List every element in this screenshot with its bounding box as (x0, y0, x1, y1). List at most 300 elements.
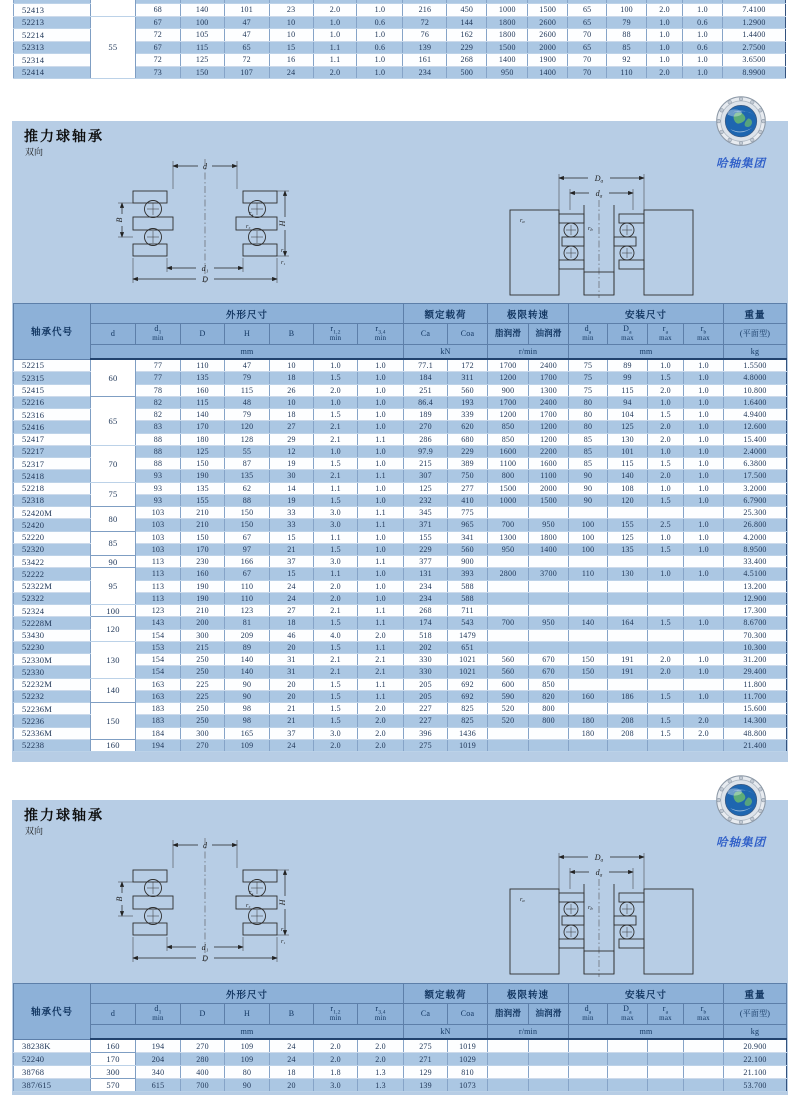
value-cell: 2000 (529, 482, 569, 494)
value-cell: 10 (269, 16, 313, 29)
value-cell: 125 (608, 421, 648, 433)
value-cell: 82 (136, 409, 181, 421)
value-cell: 1600 (488, 445, 529, 457)
bearing-code-cell: 52415 (14, 384, 91, 396)
value-cell: 1.8 (314, 1066, 358, 1079)
value-cell: 101 (224, 4, 269, 17)
dim-label-ra: ra (520, 897, 525, 904)
value-cell: 85 (569, 445, 608, 457)
company-name: 哈轴集团 (716, 158, 766, 170)
value-cell: 210 (181, 605, 225, 617)
value-cell (684, 556, 724, 568)
value-cell: 341 (448, 531, 488, 543)
value-cell: 1.5 (648, 690, 684, 702)
value-cell: 800 (529, 703, 569, 715)
value-cell: 21.400 (724, 739, 787, 751)
value-cell: 775 (448, 507, 488, 519)
bore-diameter-cell: 300 (91, 1066, 136, 1079)
value-cell: 1.0 (684, 470, 724, 482)
value-cell: 1.0 (358, 384, 404, 396)
value-cell: 180 (569, 715, 608, 727)
bore-diameter-cell: 65 (91, 396, 136, 445)
value-cell: 139 (404, 1079, 448, 1092)
value-cell: 1.0 (684, 482, 724, 494)
value-cell: 31.200 (724, 654, 787, 666)
value-cell: 20 (270, 690, 314, 702)
value-cell: 2.0 (648, 654, 684, 666)
bore-diameter-cell: 140 (91, 678, 136, 703)
value-cell: 170 (181, 421, 225, 433)
bearing-code-cell: 53430 (14, 629, 91, 641)
value-cell: 80 (569, 409, 608, 421)
value-cell: 79 (607, 16, 647, 29)
bearing-code-cell: 52414 (14, 66, 91, 79)
value-cell: 1.0 (358, 445, 404, 457)
section-thrust-ball-bearings-1 (12, 121, 788, 762)
value-cell: 1.5 (314, 678, 358, 690)
dim-label-r2: r₂ (281, 927, 286, 933)
bearing-code-cell: 52232M (14, 678, 91, 690)
value-cell: 270 (181, 1039, 225, 1053)
value-cell (684, 641, 724, 653)
value-cell: 1.1 (358, 507, 404, 519)
bore-diameter-cell: 160 (91, 739, 136, 751)
value-cell: 130 (608, 568, 648, 580)
value-cell: 270 (404, 421, 448, 433)
value-cell: 186 (608, 690, 648, 702)
value-cell: 155 (181, 494, 225, 506)
value-cell: 1600 (529, 458, 569, 470)
value-cell: 1.0 (358, 409, 404, 421)
value-cell: 210 (181, 519, 225, 531)
value-cell: 4.2000 (724, 531, 787, 543)
bearing-code-cell: 52236 (14, 715, 91, 727)
value-cell: 72 (403, 16, 447, 29)
value-cell: 135 (181, 482, 225, 494)
value-cell: 1.5 (648, 715, 684, 727)
value-cell: 1.0 (358, 396, 404, 408)
col-header-bearing-code: 轴承代号 (14, 984, 91, 1040)
value-cell (488, 556, 529, 568)
dim-label-r4: r₄ (249, 211, 254, 217)
value-cell: 1.0 (647, 41, 683, 54)
value-cell: 123 (225, 605, 270, 617)
table-row (14, 507, 787, 519)
value-cell: 14 (270, 482, 314, 494)
value-cell: 46 (270, 629, 314, 641)
bearing-code-cell: 52322 (14, 592, 91, 604)
value-cell: 1.0 (684, 543, 724, 555)
value-cell: 110 (569, 568, 608, 580)
bore-diameter-cell (90, 0, 135, 16)
value-cell: 25.300 (724, 507, 787, 519)
value-cell: 520 (488, 715, 529, 727)
section-title: 推力球轴承 (24, 128, 104, 144)
value-cell: 1.3 (358, 1079, 404, 1092)
value-cell: 268 (447, 54, 487, 67)
value-cell: 19 (270, 494, 314, 506)
value-cell: 110 (607, 66, 647, 79)
bearing-table-fragment (13, 0, 786, 79)
dim-label-Da: Da (594, 174, 604, 185)
value-cell (488, 629, 529, 641)
value-cell: 1.5 (648, 494, 684, 506)
value-cell: 1.0 (684, 519, 724, 531)
value-cell: 1200 (488, 372, 529, 384)
value-cell: 20.900 (724, 1039, 787, 1053)
value-cell: 180 (181, 433, 225, 445)
col-header: D (181, 1004, 225, 1025)
value-cell: 20 (270, 1079, 314, 1092)
value-cell (569, 507, 608, 519)
value-cell: 2.1 (314, 470, 358, 482)
value-cell: 900 (448, 556, 488, 568)
value-cell: 800 (488, 470, 529, 482)
col-header: $r_a$ max (648, 1004, 684, 1025)
value-cell: 97.9 (404, 445, 448, 457)
dim-label-r1: r₁ (281, 939, 286, 945)
bearing-code-cell: 52315 (14, 372, 91, 384)
value-cell: 72 (135, 29, 180, 42)
value-cell: 26.800 (724, 519, 787, 531)
value-cell: 286 (404, 433, 448, 445)
value-cell: 48.800 (724, 727, 787, 739)
value-cell: 2.0 (684, 715, 724, 727)
value-cell: 3.2000 (724, 482, 787, 494)
value-cell: 2.1 (358, 654, 404, 666)
value-cell: 75 (569, 384, 608, 396)
value-cell: 20 (270, 678, 314, 690)
value-cell: 79 (225, 409, 270, 421)
value-cell: 2.0 (313, 4, 357, 17)
col-header-bearing-code: 轴承代号 (14, 304, 91, 360)
table-row (14, 16, 786, 29)
value-cell: 67 (225, 531, 270, 543)
bearing-code-cell: 52313 (14, 41, 91, 54)
value-cell: 164 (608, 617, 648, 629)
value-cell: 115 (181, 396, 225, 408)
value-cell: 227 (404, 703, 448, 715)
value-cell: 1100 (488, 458, 529, 470)
value-cell: 24 (270, 1053, 314, 1066)
value-cell (648, 507, 684, 519)
value-cell: 109 (225, 1039, 270, 1053)
value-cell: 15 (269, 41, 313, 54)
header-group: 外形尺寸 (91, 304, 404, 324)
value-cell: 90 (225, 1079, 270, 1092)
value-cell: 31 (270, 666, 314, 678)
value-cell: 2.0 (684, 727, 724, 739)
value-cell: 1.5 (314, 715, 358, 727)
value-cell: 1.0 (683, 4, 723, 17)
value-cell (569, 556, 608, 568)
col-header: d (91, 1004, 136, 1025)
value-cell: 2.0 (358, 703, 404, 715)
header-group: 额定载荷 (404, 304, 488, 324)
value-cell: 125 (404, 482, 448, 494)
value-cell: 103 (136, 531, 181, 543)
value-cell: 89 (225, 641, 270, 653)
value-cell: 190 (181, 470, 225, 482)
value-cell: 2.1 (314, 654, 358, 666)
value-cell: 110 (181, 359, 225, 372)
value-cell: 1.1 (313, 41, 357, 54)
value-cell (569, 592, 608, 604)
value-cell: 590 (488, 690, 529, 702)
value-cell: 2.0 (314, 384, 358, 396)
col-header: $d_a$ min (569, 1004, 608, 1025)
section-thrust-ball-bearings-2 (12, 800, 788, 1095)
value-cell: 700 (181, 1079, 225, 1092)
value-cell: 22.100 (724, 1053, 787, 1066)
table-row (14, 568, 787, 580)
table-row (14, 556, 787, 568)
table-row (14, 641, 787, 653)
value-cell: 1.0 (684, 433, 724, 445)
value-cell: 1.0 (684, 409, 724, 421)
value-cell: 234 (403, 66, 447, 79)
bearing-code-cell: 52417 (14, 433, 91, 445)
value-cell: 3700 (529, 568, 569, 580)
value-cell (684, 739, 724, 751)
col-header: Coa (448, 324, 488, 345)
value-cell: 150 (569, 666, 608, 678)
value-cell: 1.1 (313, 54, 357, 67)
value-cell: 1700 (529, 409, 569, 421)
col-header: d (91, 324, 136, 345)
value-cell: 1.0 (358, 568, 404, 580)
value-cell: 1.5 (314, 690, 358, 702)
value-cell: 500 (447, 66, 487, 79)
bearing-code-cell: 52320 (14, 543, 91, 555)
bearing-mounting-drawing (504, 839, 699, 979)
value-cell: 1.1 (358, 605, 404, 617)
value-cell (684, 1066, 724, 1079)
value-cell: 85 (569, 458, 608, 470)
unit-cell: r/min (488, 345, 569, 360)
value-cell: 1.0 (684, 396, 724, 408)
value-cell (648, 629, 684, 641)
value-cell: 93 (136, 470, 181, 482)
value-cell: 108 (608, 482, 648, 494)
value-cell (648, 1039, 684, 1053)
table-row (14, 359, 787, 372)
bearing-code-cell: 52217 (14, 445, 91, 457)
value-cell: 105 (180, 29, 224, 42)
dim-label-d: d (203, 162, 207, 171)
value-cell: 18 (270, 372, 314, 384)
value-cell: 2800 (488, 568, 529, 580)
value-cell (569, 1039, 608, 1053)
value-cell: 140 (180, 4, 224, 17)
value-cell: 3.0 (314, 507, 358, 519)
col-header: 脂润滑 (488, 324, 529, 345)
value-cell: 3.0 (314, 519, 358, 531)
value-cell: 229 (404, 543, 448, 555)
value-cell: 73 (135, 66, 180, 79)
value-cell: 340 (136, 1066, 181, 1079)
value-cell: 154 (136, 654, 181, 666)
value-cell: 1.1 (358, 641, 404, 653)
value-cell (488, 727, 529, 739)
value-cell (648, 605, 684, 617)
value-cell: 27 (270, 605, 314, 617)
value-cell (569, 1053, 608, 1066)
value-cell: 1.0 (358, 580, 404, 592)
value-cell: 202 (404, 641, 448, 653)
value-cell (608, 1066, 648, 1079)
value-cell: 615 (136, 1079, 181, 1092)
value-cell: 139 (403, 41, 447, 54)
value-cell: 90 (225, 678, 270, 690)
value-cell: 950 (529, 519, 569, 531)
dim-label-d1: d₁ (201, 264, 209, 273)
value-cell: 1.4400 (722, 29, 785, 42)
bore-diameter-cell: 150 (91, 703, 136, 740)
value-cell: 1.0 (684, 568, 724, 580)
bearing-cross-section-drawing (112, 157, 297, 285)
value-cell: 1.5 (648, 458, 684, 470)
value-cell (488, 1079, 529, 1092)
dim-label-D: D (202, 275, 208, 284)
value-cell: 1.1 (358, 470, 404, 482)
value-cell: 1.5500 (724, 359, 787, 372)
value-cell: 140 (225, 666, 270, 678)
bore-diameter-cell: 100 (91, 605, 136, 617)
value-cell: 1.0 (647, 54, 683, 67)
value-cell: 24 (270, 1039, 314, 1053)
value-cell: 101 (608, 445, 648, 457)
value-cell: 115 (225, 384, 270, 396)
value-cell: 1500 (528, 4, 568, 17)
table-row (14, 1039, 787, 1053)
value-cell: 1.0 (313, 29, 357, 42)
value-cell (648, 556, 684, 568)
value-cell: 120 (608, 494, 648, 506)
header-unit-row (14, 345, 787, 360)
value-cell (648, 641, 684, 653)
value-cell (684, 1079, 724, 1092)
unit-cell: kN (404, 345, 488, 360)
value-cell: 10 (270, 396, 314, 408)
value-cell: 1.5 (314, 494, 358, 506)
value-cell: 1.0 (648, 396, 684, 408)
value-cell: 1.0 (313, 16, 357, 29)
value-cell (608, 1053, 648, 1066)
value-cell (488, 1053, 529, 1066)
value-cell: 80 (569, 396, 608, 408)
value-cell: 78 (136, 384, 181, 396)
value-cell: 750 (448, 470, 488, 482)
value-cell: 950 (487, 66, 528, 79)
col-header: 油润滑 (529, 324, 569, 345)
value-cell: 1.0 (358, 482, 404, 494)
value-cell: 271 (404, 1053, 448, 1066)
dim-label-r3: r₃ (246, 903, 251, 909)
col-header: $D_a$ max (608, 324, 648, 345)
value-cell: 166 (225, 556, 270, 568)
value-cell: 150 (225, 507, 270, 519)
value-cell: 0.6 (683, 41, 723, 54)
value-cell (684, 592, 724, 604)
bore-diameter-cell: 85 (91, 531, 136, 556)
value-cell: 825 (448, 715, 488, 727)
col-header: $r_{1,2}$ min (314, 1004, 358, 1025)
value-cell: 234 (404, 592, 448, 604)
value-cell: 1.0 (358, 494, 404, 506)
value-cell: 128 (225, 433, 270, 445)
col-header: 脂润滑 (488, 1004, 529, 1025)
bore-diameter-cell: 60 (91, 359, 136, 396)
value-cell: 125 (608, 531, 648, 543)
value-cell: 850 (529, 678, 569, 690)
value-cell: 90 (569, 470, 608, 482)
value-cell: 10.800 (724, 384, 787, 396)
value-cell: 1019 (448, 1039, 488, 1053)
value-cell (608, 641, 648, 653)
value-cell: 100 (569, 531, 608, 543)
value-cell: 2200 (529, 445, 569, 457)
bearing-code-cell: 52336M (14, 727, 91, 739)
value-cell: 1.0 (684, 690, 724, 702)
value-cell: 1.0 (314, 359, 358, 372)
value-cell (529, 1053, 569, 1066)
value-cell: 1.1 (358, 617, 404, 629)
value-cell: 194 (136, 1039, 181, 1053)
section-subtitle: 双向 (25, 826, 44, 836)
value-cell: 18 (270, 617, 314, 629)
value-cell: 2.0 (647, 4, 683, 17)
value-cell: 210 (181, 507, 225, 519)
value-cell: 18 (270, 409, 314, 421)
bearing-code-cell: 52316 (14, 409, 91, 421)
value-cell: 104 (608, 409, 648, 421)
value-cell: 377 (404, 556, 448, 568)
bearing-spec-table (13, 303, 787, 752)
value-cell: 107 (224, 66, 269, 79)
value-cell: 11.700 (724, 690, 787, 702)
value-cell (529, 739, 569, 751)
value-cell: 300 (181, 629, 225, 641)
value-cell (608, 703, 648, 715)
value-cell: 396 (404, 727, 448, 739)
col-header: $r_b$ max (684, 1004, 724, 1025)
value-cell: 1.1 (358, 678, 404, 690)
value-cell: 2.1 (314, 605, 358, 617)
bearing-code-cell: 52317 (14, 458, 91, 470)
bore-diameter-cell: 70 (91, 445, 136, 482)
value-cell: 1.0 (684, 617, 724, 629)
col-header: H (225, 1004, 270, 1025)
value-cell: 2.0 (648, 470, 684, 482)
value-cell: 330 (404, 654, 448, 666)
value-cell: 1000 (488, 494, 529, 506)
value-cell: 150 (181, 531, 225, 543)
value-cell: 47 (224, 16, 269, 29)
value-cell: 1500 (529, 494, 569, 506)
value-cell: 825 (448, 703, 488, 715)
value-cell: 560 (488, 666, 529, 678)
value-cell: 1019 (448, 739, 488, 751)
value-cell: 113 (136, 568, 181, 580)
col-header: Coa (448, 1004, 488, 1025)
value-cell: 670 (529, 654, 569, 666)
value-cell: 2.1 (314, 433, 358, 445)
value-cell: 8.6700 (724, 617, 787, 629)
bearing-code-cell: 52330 (14, 666, 91, 678)
value-cell: 2.1 (358, 666, 404, 678)
value-cell: 204 (136, 1053, 181, 1066)
